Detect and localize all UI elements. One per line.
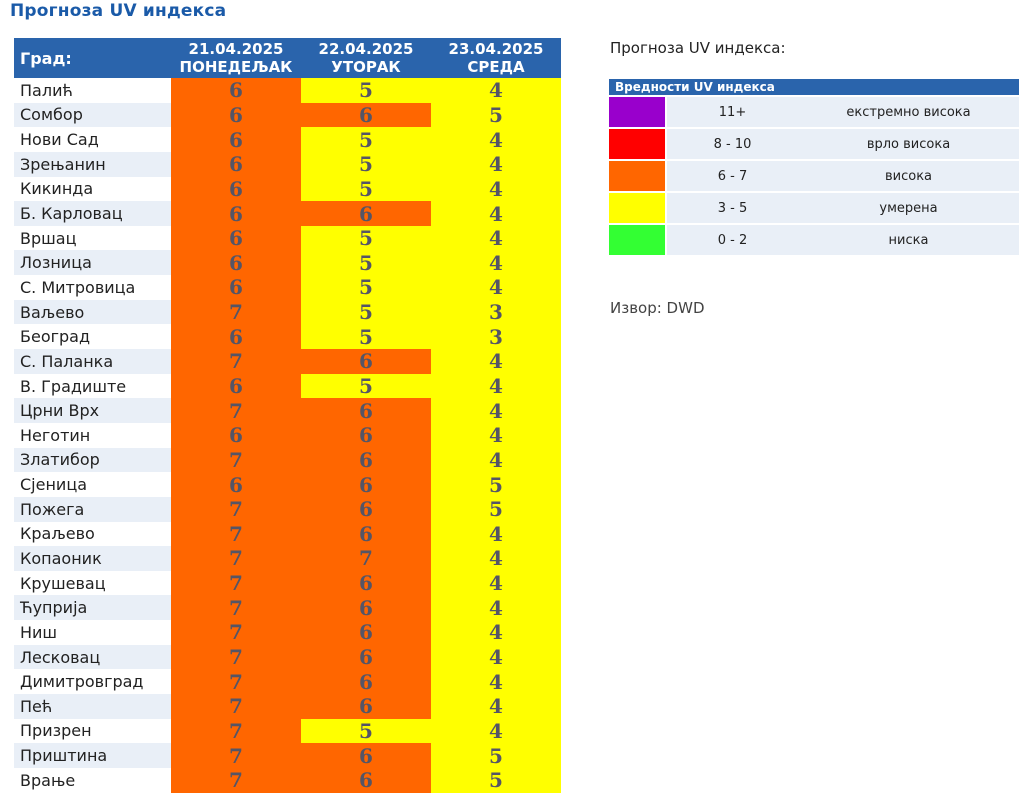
uv-value-cell: 7 — [171, 768, 301, 793]
uv-value-cell: 7 — [171, 546, 301, 571]
city-name: С. Паланка — [14, 349, 171, 374]
uv-value-cell: 4 — [431, 275, 561, 300]
city-name: Нови Сад — [14, 127, 171, 152]
uv-value-cell: 5 — [301, 275, 431, 300]
city-column-header: Град: — [14, 38, 171, 78]
uv-value-cell: 6 — [301, 768, 431, 793]
uv-value-cell: 6 — [171, 374, 301, 399]
uv-value-cell: 7 — [171, 620, 301, 645]
day-column-header — [431, 38, 561, 78]
legend-row — [609, 160, 1019, 192]
uv-value-cell: 7 — [171, 595, 301, 620]
uv-value-cell: 5 — [301, 324, 431, 349]
day-weekday: УТОРАК — [331, 58, 401, 76]
table-row — [14, 743, 561, 768]
legend-description: умерена — [798, 192, 1019, 224]
uv-value-cell: 6 — [171, 472, 301, 497]
city-name: Зрењанин — [14, 152, 171, 177]
uv-value-cell: 7 — [171, 398, 301, 423]
uv-value-cell: 5 — [301, 78, 431, 103]
uv-value-cell: 5 — [431, 497, 561, 522]
table-row — [14, 226, 561, 251]
legend-table-header: Вредности UV индекса — [609, 79, 1019, 96]
uv-value-cell: 6 — [171, 103, 301, 128]
city-name: Приштина — [14, 743, 171, 768]
uv-value-cell: 5 — [301, 374, 431, 399]
city-name: Ћуприја — [14, 595, 171, 620]
uv-value-cell: 4 — [431, 398, 561, 423]
legend-description: врло висока — [798, 128, 1019, 160]
day-weekday: СРЕДА — [467, 58, 525, 76]
city-name: Призрен — [14, 719, 171, 744]
uv-value-cell: 7 — [171, 300, 301, 325]
uv-value-cell: 6 — [301, 448, 431, 473]
city-name: Београд — [14, 324, 171, 349]
uv-value-cell: 5 — [431, 768, 561, 793]
city-name: Златибор — [14, 448, 171, 473]
legend-row — [609, 96, 1019, 128]
table-row — [14, 398, 561, 423]
table-row — [14, 152, 561, 177]
uv-value-cell: 4 — [431, 250, 561, 275]
uv-value-cell: 4 — [431, 694, 561, 719]
city-name: Вршац — [14, 226, 171, 251]
uv-value-cell: 4 — [431, 152, 561, 177]
legend-color-swatch — [609, 224, 666, 255]
legend-row — [609, 128, 1019, 160]
uv-value-cell: 5 — [431, 743, 561, 768]
uv-value-cell: 6 — [171, 250, 301, 275]
uv-value-cell: 6 — [301, 201, 431, 226]
uv-value-cell: 5 — [301, 300, 431, 325]
uv-value-cell: 4 — [431, 127, 561, 152]
uv-value-cell: 6 — [171, 275, 301, 300]
uv-value-cell: 4 — [431, 201, 561, 226]
city-name: Кикинда — [14, 177, 171, 202]
uv-value-cell: 6 — [171, 324, 301, 349]
source-label: Извор: DWD — [610, 299, 705, 317]
day-weekday: ПОНЕДЕЉАК — [179, 58, 293, 76]
legend-color-swatch — [609, 96, 666, 128]
table-row — [14, 719, 561, 744]
uv-value-cell: 6 — [301, 497, 431, 522]
city-name: Ваљево — [14, 300, 171, 325]
city-name: Копаоник — [14, 546, 171, 571]
uv-value-cell: 5 — [301, 127, 431, 152]
legend-body — [609, 96, 1019, 255]
uv-value-cell: 7 — [171, 522, 301, 547]
legend-range: 8 - 10 — [666, 128, 798, 160]
uv-value-cell: 4 — [431, 177, 561, 202]
uv-value-cell: 7 — [301, 546, 431, 571]
table-header-row — [14, 38, 561, 78]
uv-value-cell: 6 — [301, 398, 431, 423]
uv-value-cell: 6 — [301, 522, 431, 547]
legend-range: 6 - 7 — [666, 160, 798, 192]
legend-description: екстремно висока — [798, 96, 1019, 128]
table-row — [14, 177, 561, 202]
uv-value-cell: 4 — [431, 226, 561, 251]
legend-heading: Прогноза UV индекса: — [610, 39, 786, 57]
city-name: Палић — [14, 78, 171, 103]
legend-range: 3 - 5 — [666, 192, 798, 224]
table-row — [14, 78, 561, 103]
city-name: Б. Карловац — [14, 201, 171, 226]
table-row — [14, 349, 561, 374]
city-name: Краљево — [14, 522, 171, 547]
table-row — [14, 546, 561, 571]
table-row — [14, 250, 561, 275]
uv-value-cell: 4 — [431, 546, 561, 571]
legend-range: 0 - 2 — [666, 224, 798, 255]
uv-value-cell: 6 — [301, 349, 431, 374]
city-name: Ниш — [14, 620, 171, 645]
day-date: 22.04.2025 — [318, 40, 414, 58]
uv-value-cell: 6 — [171, 423, 301, 448]
uv-value-cell: 7 — [171, 448, 301, 473]
uv-value-cell: 4 — [431, 645, 561, 670]
uv-value-cell: 6 — [171, 78, 301, 103]
uv-value-cell: 4 — [431, 595, 561, 620]
table-row — [14, 472, 561, 497]
uv-value-cell: 5 — [301, 152, 431, 177]
city-name: Лесковац — [14, 645, 171, 670]
city-name: Пожега — [14, 497, 171, 522]
legend-header-row — [609, 79, 1019, 96]
uv-value-cell: 6 — [171, 177, 301, 202]
legend-description: висока — [798, 160, 1019, 192]
uv-value-cell: 4 — [431, 669, 561, 694]
uv-value-cell: 3 — [431, 300, 561, 325]
table-row — [14, 694, 561, 719]
uv-value-cell: 5 — [301, 719, 431, 744]
table-row — [14, 448, 561, 473]
table-row — [14, 324, 561, 349]
uv-value-cell: 6 — [301, 103, 431, 128]
uv-value-cell: 7 — [171, 571, 301, 596]
table-row — [14, 571, 561, 596]
legend-row — [609, 192, 1019, 224]
uv-value-cell: 7 — [171, 349, 301, 374]
uv-value-cell: 7 — [171, 743, 301, 768]
day-column-header — [301, 38, 431, 78]
uv-value-cell: 4 — [431, 522, 561, 547]
uv-value-cell: 6 — [301, 743, 431, 768]
city-name: Сјеница — [14, 472, 171, 497]
uv-value-cell: 6 — [301, 620, 431, 645]
uv-value-cell: 4 — [431, 349, 561, 374]
uv-value-cell: 4 — [431, 374, 561, 399]
legend-row — [609, 224, 1019, 255]
table-row — [14, 595, 561, 620]
uv-value-cell: 5 — [431, 472, 561, 497]
uv-value-cell: 4 — [431, 448, 561, 473]
uv-value-cell: 7 — [171, 694, 301, 719]
uv-value-cell: 7 — [171, 719, 301, 744]
uv-value-cell: 4 — [431, 571, 561, 596]
city-name: Неготин — [14, 423, 171, 448]
uv-value-cell: 6 — [171, 226, 301, 251]
city-name: Врање — [14, 768, 171, 793]
page-title: Прогноза UV индекса — [10, 1, 227, 21]
table-row — [14, 275, 561, 300]
city-name: С. Митровица — [14, 275, 171, 300]
city-name: В. Градиште — [14, 374, 171, 399]
table-row — [14, 127, 561, 152]
uv-value-cell: 5 — [431, 103, 561, 128]
uv-value-cell: 3 — [431, 324, 561, 349]
uv-table-body — [14, 78, 561, 793]
uv-value-cell: 5 — [301, 250, 431, 275]
table-row — [14, 620, 561, 645]
legend-color-swatch — [609, 160, 666, 192]
uv-value-cell: 6 — [171, 127, 301, 152]
table-row — [14, 522, 561, 547]
day-date: 21.04.2025 — [188, 40, 284, 58]
uv-value-cell: 7 — [171, 497, 301, 522]
uv-value-cell: 4 — [431, 423, 561, 448]
city-name: Сомбор — [14, 103, 171, 128]
uv-value-cell: 6 — [171, 201, 301, 226]
uv-value-cell: 6 — [171, 152, 301, 177]
table-row — [14, 669, 561, 694]
legend-color-swatch — [609, 128, 666, 160]
uv-forecast-table — [14, 38, 561, 793]
table-row — [14, 300, 561, 325]
uv-legend-table — [609, 79, 1019, 255]
table-row — [14, 374, 561, 399]
table-row — [14, 645, 561, 670]
day-column-header — [171, 38, 301, 78]
table-row — [14, 423, 561, 448]
uv-value-cell: 5 — [301, 226, 431, 251]
uv-value-cell: 6 — [301, 423, 431, 448]
uv-value-cell: 7 — [171, 645, 301, 670]
uv-value-cell: 4 — [431, 719, 561, 744]
table-row — [14, 103, 561, 128]
uv-value-cell: 6 — [301, 694, 431, 719]
day-date: 23.04.2025 — [448, 40, 544, 58]
table-row — [14, 768, 561, 793]
uv-value-cell: 6 — [301, 595, 431, 620]
uv-value-cell: 6 — [301, 571, 431, 596]
uv-value-cell: 5 — [301, 177, 431, 202]
uv-value-cell: 6 — [301, 645, 431, 670]
legend-range: 11+ — [666, 96, 798, 128]
city-name: Пећ — [14, 694, 171, 719]
uv-value-cell: 4 — [431, 78, 561, 103]
legend-description: ниска — [798, 224, 1019, 255]
city-name: Димитровград — [14, 669, 171, 694]
uv-value-cell: 4 — [431, 620, 561, 645]
city-name: Црни Врх — [14, 398, 171, 423]
city-name: Крушевац — [14, 571, 171, 596]
table-row — [14, 497, 561, 522]
uv-value-cell: 6 — [301, 472, 431, 497]
uv-value-cell: 6 — [301, 669, 431, 694]
uv-value-cell: 7 — [171, 669, 301, 694]
legend-color-swatch — [609, 192, 666, 224]
city-name: Лозница — [14, 250, 171, 275]
table-row — [14, 201, 561, 226]
